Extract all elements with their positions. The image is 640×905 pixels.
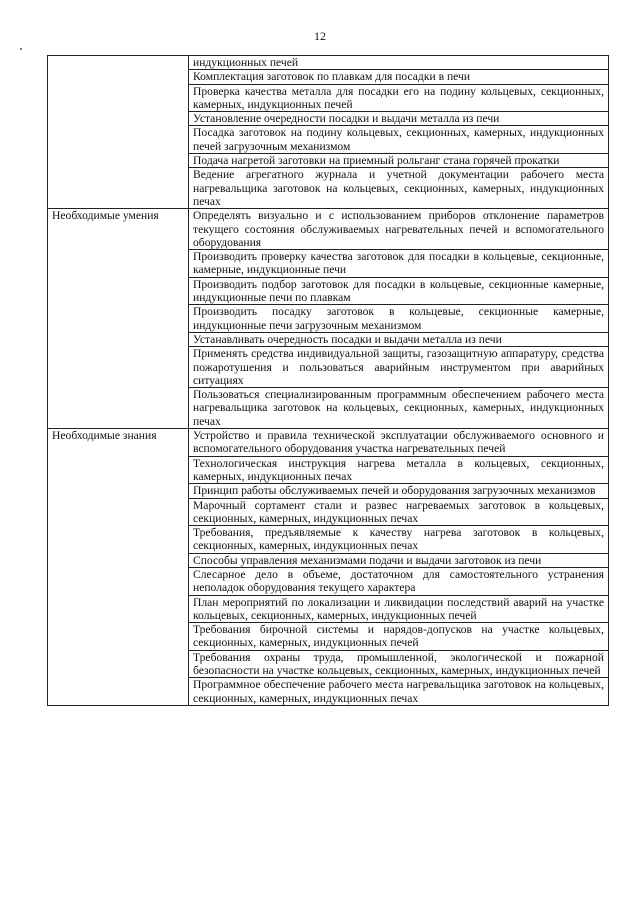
table-row bbox=[48, 56, 609, 70]
requirement-item: Принцип работы обслуживаемых печей и оборудования загрузочных механизмов bbox=[189, 484, 609, 498]
page-number: 12 bbox=[314, 29, 326, 43]
requirements-table bbox=[47, 55, 609, 706]
section-label: Необходимые знания bbox=[48, 429, 189, 706]
requirement-item: Установление очередности посадки и выдачи металла из печи bbox=[189, 112, 609, 126]
requirement-item: Производить проверку качества заготовок для посадки в кольцевые, секционные, камерные, индукционные печи bbox=[189, 250, 609, 278]
requirement-item: Требования, предъявляемые к качеству нагрева заготовок в кольцевых, секционных, камерных, индукционных печах bbox=[189, 526, 609, 554]
requirement-item: Требования бирочной системы и нарядов-допусков на участке кольцевых, секционных, камерных, индукционных печей bbox=[189, 623, 609, 651]
table-row bbox=[48, 429, 609, 457]
requirement-item: Требования охраны труда, промышленной, экологической и пожарной безопасности на участке кольцевых, секционных, камерных, индукционных печей bbox=[189, 650, 609, 678]
section-label: Необходимые умения bbox=[48, 209, 189, 429]
requirement-item: Комплектация заготовок по плавкам для посадки в печи bbox=[189, 70, 609, 84]
scan-speck bbox=[20, 48, 22, 50]
requirement-item: Ведение агрегатного журнала и учетной документации рабочего места нагревальщика заготовок на кольцевых, секционных, камерных, индукционных печах bbox=[189, 168, 609, 209]
section-label bbox=[48, 56, 189, 209]
requirement-item: Программное обеспечение рабочего места нагревальщика заготовок на кольцевых, секционных, камерных, индукционных печах bbox=[189, 678, 609, 706]
requirement-item: Устройство и правила технической эксплуатации обслуживаемого основного и вспомогательного оборудования участка нагревательных печей bbox=[189, 429, 609, 457]
requirement-item: Подача нагретой заготовки на приемный рольганг стана горячей прокатки bbox=[189, 154, 609, 168]
requirement-item: Применять средства индивидуальной защиты, газозащитную аппаратуру, средства пожаротушения и пользоваться аварийным инструментом при аварийных ситуациях bbox=[189, 347, 609, 388]
requirement-item: Способы управления механизмами подачи и выдачи заготовок из печи bbox=[189, 553, 609, 567]
table-row bbox=[48, 209, 609, 250]
requirement-item: Производить подбор заготовок для посадки в кольцевые, секционные камерные, индукционные печи по плавкам bbox=[189, 277, 609, 305]
requirement-item: Посадка заготовок на подину кольцевых, секционных, камерных, индукционных печей загрузочным механизмом bbox=[189, 126, 609, 154]
requirement-item: Производить посадку заготовок в кольцевые, секционные камерные, индукционные печи загрузочным механизмом bbox=[189, 305, 609, 333]
requirement-item: Проверка качества металла для посадки его на подину кольцевых, секционных, камерных, индукционных печей bbox=[189, 84, 609, 112]
requirement-item: Технологическая инструкция нагрева металла в кольцевых, секционных, камерных, индукционных печах bbox=[189, 456, 609, 484]
requirement-item: Устанавливать очередность посадки и выдачи металла из печи bbox=[189, 332, 609, 346]
requirement-item: Слесарное дело в объеме, достаточном для самостоятельного устранения неполадок оборудования текущего характера bbox=[189, 567, 609, 595]
requirement-item: План мероприятий по локализации и ликвидации последствий аварий на участке кольцевых, секционных, камерных, индукционных печей bbox=[189, 595, 609, 623]
requirement-item: Пользоваться специализированным программным обеспечением рабочего места нагревальщика заготовок на кольцевых, секционных, камерных, индукционных печах bbox=[189, 388, 609, 429]
requirement-item: индукционных печей bbox=[189, 56, 609, 70]
requirement-item: Марочный сортамент стали и развес нагреваемых заготовок в кольцевых, секционных, камерных, индукционных печах bbox=[189, 498, 609, 526]
requirement-item: Определять визуально и с использованием приборов отклонение параметров текущего состояния обслуживаемых нагревательных печей и вспомогательного оборудования bbox=[189, 209, 609, 250]
